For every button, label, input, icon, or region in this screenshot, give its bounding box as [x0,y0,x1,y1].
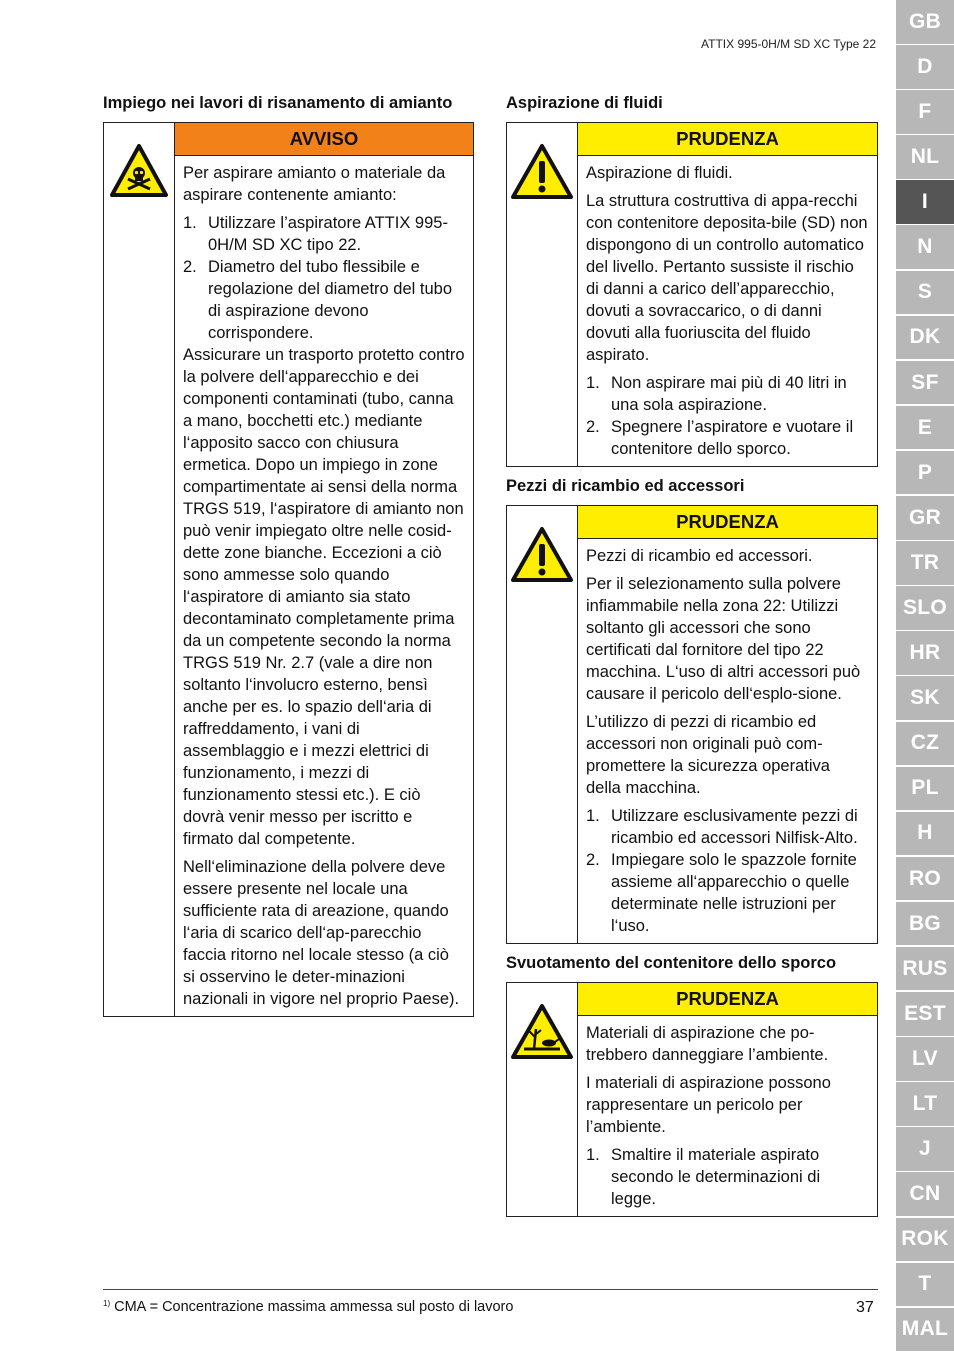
tab-lang-ro[interactable]: RO [896,857,954,901]
avviso-paragraph: Assicurare un trasporto protetto contro la polvere dell‘apparecchio e dei componenti contaminati (tubo, canna a mano, bocchetti etc.) mediante l‘apposito sacco con chiusura ermetica. Dopo un impiego in zone compartimentate ai sensi della norma TRGS 519, l‘aspiratore di amianto non può venir impiegato oltre nelle cosid-dette zone bianche. Eccezioni a ciò sono ammesse solo quando l‘aspiratore di amianto sia stato decontaminato completamente prima da un competente secondo la norma TRGS 519 Nr. 2.7 (vale a dire non soltanto l‘involucro esterno, bensì anche per es. lo spazio dell‘aria di raffreddamento, i vani di assemblaggio e i mezzi elettrici di funzionamento, i mezzi di funzionamento stessi etc.). E ciò dovrà venir messo per iscritto e firmato dal competente. [183,346,465,848]
fluids-title: Aspirazione di fluidi [506,94,663,112]
asbestos-title: Impiego nei lavori di risanamento di amianto [103,94,453,112]
emptying-title: Svuotamento del contenitore dello sporco [506,954,837,972]
tab-lang-n[interactable]: N [896,225,954,269]
tab-lang-lv[interactable]: LV [896,1037,954,1081]
tab-lang-cz[interactable]: CZ [896,722,954,766]
avviso-box [103,122,474,1017]
warning-body: La struttura costruttiva di appa-recchi con contenitore deposita-bile (SD) non dispongono di un controllo automatico del livello. Pertanto sussiste il rischio di danni a carico dell’apparecchio, dovuti a sovraccarico, o di danni dovuti alla fuoriuscita del fluido aspirato. [586,192,868,364]
list-item: 1. Non aspirare mai più di 40 litri in una sola aspirazione. [586,374,847,414]
tab-lang-gb[interactable]: GB [896,0,954,44]
avviso-heading: AVVISO [175,123,473,156]
tab-lang-lt[interactable]: LT [896,1082,954,1126]
list-item: 1. Utilizzare l’aspiratore ATTIX 995-0H/M SD XC tipo 22. [183,214,448,254]
footer-divider [103,1289,878,1290]
warning-body: L’utilizzo di pezzi di ricambio ed accessori non originali può com-promettere la sicurezza operativa della macchina. [586,713,830,797]
tab-lang-cn[interactable]: CN [896,1172,954,1216]
list-item: 2. Impiegare solo le spazzole fornite assieme all‘apparecchio o quelle determinate nelle istruzioni per l‘uso. [586,851,857,935]
warning-lead: Materiali di aspirazione che po-trebbero danneggiare l’ambiente. [586,1024,829,1064]
warning-body: Per il selezionamento sulla polvere infiammabile nella zona 22: Utilizzi soltanto gli accessori che sono certificati dal fornitore del tipo 22 macchina. L‘uso di altri accessori può causare il pericolo dell‘esplo-sione. [586,575,861,703]
language-tabs [896,0,954,1354]
tab-lang-dk[interactable]: DK [896,316,954,360]
tab-lang-rok[interactable]: ROK [896,1218,954,1262]
tab-lang-sf[interactable]: SF [896,361,954,405]
tab-lang-rus[interactable]: RUS [896,947,954,991]
tab-lang-h[interactable]: H [896,812,954,856]
toxic-hazard-icon [109,143,169,199]
tab-lang-f[interactable]: F [896,90,954,134]
prudenza-box-fluids [506,122,878,467]
warning-triangle-icon [510,143,574,201]
tab-lang-t[interactable]: T [896,1263,954,1307]
spare-parts-title: Pezzi di ricambio ed accessori [506,477,745,495]
warning-body: I materiali di aspirazione possono rappresentare un pericolo per l’ambiente. [586,1074,831,1136]
warning-triangle-icon [510,526,574,584]
list-item: 2. Spegnere l’aspiratore e vuotare il contenitore dello sporco. [586,418,854,458]
list-item: 2. Diametro del tubo flessibile e regolazione del diametro del tubo di aspirazione devono corrispondere. [183,258,452,342]
tab-lang-slo[interactable]: SLO [896,586,954,630]
tab-lang-e[interactable]: E [896,406,954,450]
footnote-text: CMA = Concentrazione massima ammessa sul posto di lavoro [114,1299,514,1315]
tab-lang-pl[interactable]: PL [896,767,954,811]
tab-lang-bg[interactable]: BG [896,902,954,946]
tab-lang-p[interactable]: P [896,451,954,495]
document-header: ATTIX 995-0H/M SD XC Type 22 [701,37,876,51]
tab-lang-est[interactable]: EST [896,992,954,1036]
avviso-paragraph: Nell‘eliminazione della polvere deve essere presente nel locale una sufficiente rata di areazione, quando l‘aria di scarico dell‘ap-parecchio faccia ritorno nel locale stesso (a ciò si osservino le deter-minazioni nazionali in vigore nel proprio Paese). [183,858,460,1008]
tab-lang-i[interactable]: I [896,180,954,224]
tab-lang-j[interactable]: J [896,1127,954,1171]
tab-lang-s[interactable]: S [896,271,954,315]
right-column [506,92,878,1217]
prudenza-heading: PRUDENZA [578,983,877,1016]
prudenza-heading: PRUDENZA [578,123,877,156]
avviso-list [183,212,465,344]
asbestos-section [103,92,474,1017]
footnote-mark: 1) [103,1299,111,1308]
list-item: 1. Smaltire il materiale aspirato secondo le determinazioni di legge. [586,1146,821,1208]
tab-lang-mal[interactable]: MAL [896,1308,954,1352]
warning-lead: Pezzi di ricambio ed accessori. [586,547,813,565]
tab-lang-hr[interactable]: HR [896,631,954,675]
tab-lang-tr[interactable]: TR [896,541,954,585]
tab-lang-d[interactable]: D [896,45,954,89]
avviso-intro: Per aspirare amianto o materiale da aspirare contenente amianto: [183,164,446,204]
tab-lang-gr[interactable]: GR [896,496,954,540]
footnote [103,1299,513,1315]
list-item: 1. Utilizzare esclusivamente pezzi di ricambio ed accessori Nilfisk-Alto. [586,807,858,847]
prudenza-heading: PRUDENZA [578,506,877,539]
prudenza-box-emptying [506,982,878,1217]
page-number: 37 [856,1299,874,1316]
tab-lang-sk[interactable]: SK [896,676,954,720]
warning-lead: Aspirazione di fluidi. [586,164,733,182]
prudenza-box-spare-parts [506,505,878,944]
tab-lang-nl[interactable]: NL [896,135,954,179]
environmental-hazard-icon [510,1003,574,1061]
